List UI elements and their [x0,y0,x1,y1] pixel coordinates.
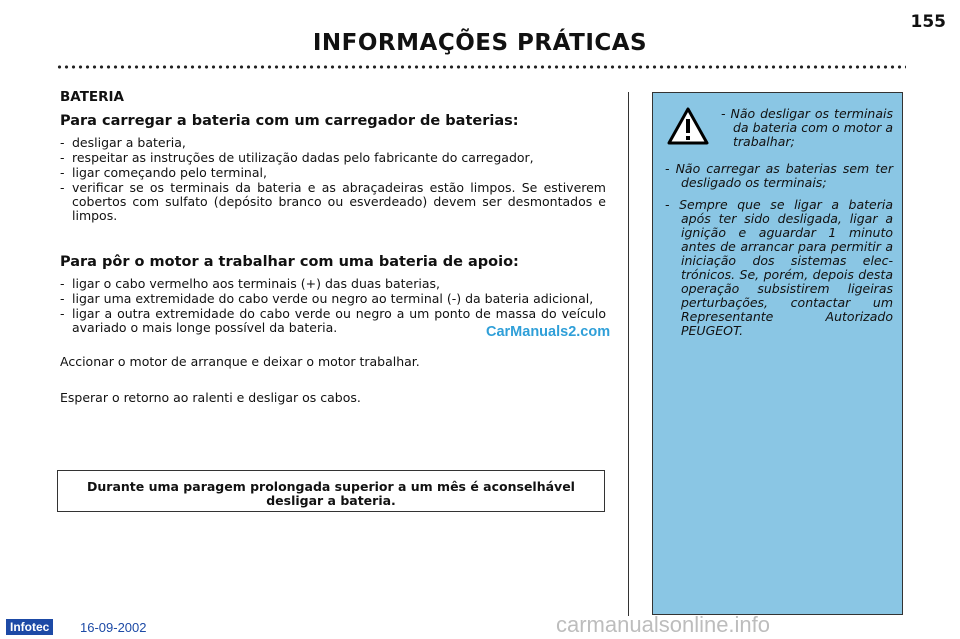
note-box [57,470,605,512]
paragraph-idle: Esperar o retorno ao ralenti e desligar os cabos. [60,390,361,405]
list-item: - ligar o cabo vermelho aos terminais (+) das duas baterias, [60,277,606,291]
main-content [60,90,606,405]
charging-subheading: Para carregar a bateria com um carregador de baterias: [60,113,519,129]
page-title: INFORMAÇÕES PRÁTICAS [312,30,648,56]
warning-panel [652,92,903,615]
list-item: - ligar a outra extremidade do cabo verde ou negro a um ponto de massa do veículo avariado o mais longe possível da bateria. [60,307,606,335]
infotec-logo: Infotec [6,619,53,635]
section-heading: BATERIA [60,89,124,105]
list-item: - ligar uma extremidade do cabo verde ou negro ao terminal (-) da bateria adicional, [60,292,606,306]
warning-list [665,162,893,346]
column-divider [628,92,629,616]
warning-item [721,107,893,149]
warning-item: - Sempre que se ligar a bateria após ter sido desligada, ligar a ignição e aguardar 1 minuto antes de arrancar para permitir a iniciação dos sistemas electrónicos. Se, porém, depois desta operação subsistirem ligeiras perturbações, contactar um Representante Autorizado PEUGEOT. [665,197,893,338]
page-number: 155 [910,12,946,32]
site-watermark: carmanualsonline.info [556,612,771,637]
warning-item: - Não carregar as baterias sem ter desligado os terminais; [665,161,893,190]
note-text: Durante uma paragem prolongada superior a um mês é aconselhável desligar a bateria. [87,479,575,508]
list-item: - respeitar as instruções de utilização dadas pelo fabricante do carregador, [60,151,606,165]
dotted-divider [56,64,906,70]
paragraph-start-engine: Accionar o motor de arranque e deixar o motor trabalhar. [60,354,420,369]
warning-triangle-icon [667,107,709,145]
list-item: - desligar a bateria, [60,136,606,150]
footer-date: 16-09-2002 [80,620,147,635]
warning-text: - Não desligar os terminais da bateria com o motor a trabalhar; [721,106,893,149]
watermark-logo: CarManuals2.com [486,324,611,340]
list-item: - ligar começando pelo terminal, [60,166,606,180]
list-item: - verificar se os terminais da bateria e as abraçadeiras estão limpos. Se estiverem cobertos com sulfato (depósito branco ou esverdeado) devem ser desmontados e limpos. [60,181,606,223]
charging-list [60,136,606,223]
jumpstart-subheading: Para pôr o motor a trabalhar com uma bateria de apoio: [60,254,519,270]
